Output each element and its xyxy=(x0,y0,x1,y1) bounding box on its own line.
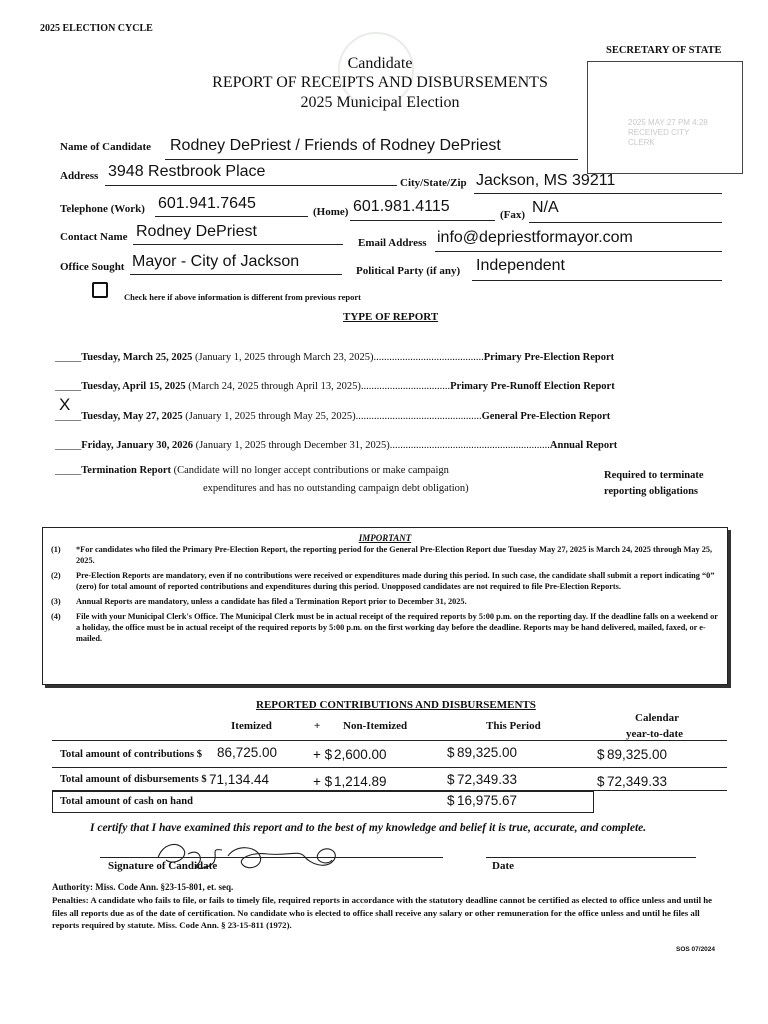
candidate-name-line xyxy=(165,159,578,160)
report-option-blank: _____ xyxy=(55,411,82,422)
report-date: Tuesday, March 25, 2025 xyxy=(81,352,193,363)
report-option-primary-runoff[interactable] xyxy=(55,381,725,392)
non-itemized-value: 2,600.00 xyxy=(334,747,387,762)
address-line xyxy=(105,185,397,186)
city-state-zip-value: Jackson, MS 39211 xyxy=(476,172,616,189)
info-changed-checkbox[interactable] xyxy=(92,282,108,298)
email-address-line xyxy=(435,251,722,252)
election-cycle-label: 2025 ELECTION CYCLE xyxy=(40,23,153,34)
report-range: (January 1, 2025 through December 31, 2025) xyxy=(195,440,390,451)
cash-on-hand-value: 16,975.67 xyxy=(457,793,518,808)
office-sought-line xyxy=(130,274,342,275)
certification-statement: I certify that I have examined this report and to the best of my knowledge and belief it is true, accurate, and complete. xyxy=(90,822,647,834)
form-title-candidate: Candidate xyxy=(347,55,413,72)
report-range: (January 1, 2025 through May 25, 2025) xyxy=(185,411,356,422)
email-address-label: Email Address xyxy=(358,237,427,249)
table-row-contributions xyxy=(52,742,727,768)
important-box xyxy=(42,527,728,685)
report-range: (March 24, 2025 through April 13, 2025) xyxy=(188,381,361,392)
col-plus: + xyxy=(314,720,321,732)
date-line xyxy=(486,857,696,858)
candidate-name-value: Rodney DePriest / Friends of Rodney DePriest xyxy=(170,137,501,154)
telephone-work-label: Telephone (Work) xyxy=(60,203,145,215)
termination-note-1: Required to terminate xyxy=(604,470,704,481)
cash-on-hand-label: Total amount of cash on hand xyxy=(60,796,193,807)
secretary-of-state-label: SECRETARY OF STATE xyxy=(606,45,722,56)
row-label: Total amount of contributions $ xyxy=(60,749,202,760)
col-ytd-1: Calendar xyxy=(635,712,679,724)
city-state-zip-line xyxy=(474,193,722,194)
important-item-number: (1) xyxy=(51,545,61,554)
candidate-name-label: Name of Candidate xyxy=(60,141,152,153)
itemized-value: 86,725.00 xyxy=(217,745,278,760)
report-dots: .......................................... xyxy=(373,352,484,363)
report-date: Tuesday, April 15, 2025 xyxy=(81,381,186,392)
penalties-text: Penalties: A candidate who fails to file, or fails to timely file, required reports in accordance with the statutory deadline cannot be certified as elected to office unless and until he files all reports due as of the date of certification. No candidate who is elected to office shall receive any salary or other remuneration for the office unless and until he files all reports required by statute. Miss. Code Ann. § 23-15-811 (1972). xyxy=(52,895,713,930)
signature-label: Signature of Candidate xyxy=(108,860,218,872)
form-title-election: 2025 Municipal Election xyxy=(300,94,460,111)
report-dots: ................................................ xyxy=(355,411,482,422)
fax-line xyxy=(529,222,722,223)
office-sought-value: Mayor - City of Jackson xyxy=(132,253,300,270)
report-option-blank: _____ xyxy=(55,381,82,392)
cash-dollar: $ xyxy=(447,793,455,808)
ytd-dollar: $ xyxy=(597,774,605,789)
type-of-report-heading: TYPE OF REPORT xyxy=(343,311,439,323)
important-item xyxy=(51,611,719,644)
email-address-value: info@depriestformayor.com xyxy=(437,229,633,246)
report-type: Primary Pre-Runoff Election Report xyxy=(450,381,615,392)
political-party-value: Independent xyxy=(476,257,565,274)
report-option-blank: _____ xyxy=(55,440,82,451)
report-type: Primary Pre-Election Report xyxy=(483,352,615,363)
plus-dollar: + $ xyxy=(313,747,333,762)
telephone-home-value: 601.981.4115 xyxy=(353,198,450,215)
fax-value: N/A xyxy=(532,199,559,216)
important-item-number: (3) xyxy=(51,597,61,606)
important-item-text: *For candidates who filed the Primary Pre-Election Report, the reporting period for the General Pre-Election Report due Tuesday May 27, 2025 is March 24, 2025 through May 25, 2025. xyxy=(76,545,713,565)
telephone-work-line xyxy=(155,216,308,217)
ytd-dollar: $ xyxy=(597,747,605,762)
period-dollar: $ xyxy=(447,772,455,787)
important-item-text: Annual Reports are mandatory, unless a candidate has filed a Termination Report prior to December 31, 2025. xyxy=(76,597,467,606)
contact-name-line xyxy=(133,244,343,245)
contact-name-label: Contact Name xyxy=(60,231,128,243)
info-changed-label: Check here if above information is different from previous report xyxy=(124,292,361,302)
address-label: Address xyxy=(60,170,99,182)
non-itemized-value: 1,214.89 xyxy=(334,774,387,789)
telephone-home-label: (Home) xyxy=(313,206,349,218)
plus-dollar: + $ xyxy=(313,774,333,789)
authority-text: Authority: Miss. Code Ann. §23-15-801, et. seq. xyxy=(52,882,234,892)
form-title-report: REPORT OF RECEIPTS AND DISBURSEMENTS xyxy=(212,74,548,91)
report-range: (January 1, 2025 through March 23, 2025) xyxy=(195,352,374,363)
fax-label: (Fax) xyxy=(500,209,526,221)
report-option-primary[interactable] xyxy=(55,352,725,363)
table-rule xyxy=(52,767,727,768)
table-row-disbursements xyxy=(52,769,727,791)
important-item-text: File with your Municipal Clerk's Office. The Municipal Clerk must be in actual receipt of the required reports by 5:00 p.m. on the reporting day. If the deadline falls on a weekend or a holiday, the office must be in actual receipt of the required reports by 5:00 p.m. on the first working day before the deadline. Reports may be hand delivered, mailed, faxed, or e-mailed. xyxy=(76,612,718,643)
telephone-work-value: 601.941.7645 xyxy=(158,195,256,212)
this-period-value: 72,349.33 xyxy=(457,772,518,787)
address-value: 3948 Restbrook Place xyxy=(108,163,266,180)
termination-text-1: (Candidate will no longer accept contributions or make campaign xyxy=(173,465,449,476)
received-stamp: 2025 MAY 27 PM 4:28 RECEIVED CITY CLERK xyxy=(628,118,708,147)
termination-text-2: expenditures and has no outstanding campaign debt obligation) xyxy=(203,483,469,494)
important-item-number: (2) xyxy=(51,571,61,580)
important-item-text: Pre-Election Reports are mandatory, even if no contributions were received or expenditures made during this period. In such case, the candidate shall submit a report indicating “0” (zero) for total amount of reported contributions and expenditures during this period. Unopposed candidates are not required to file Pre-Election Reports. xyxy=(76,571,715,591)
row-label: Total amount of disbursements $ xyxy=(60,774,207,785)
report-dots: .................................. xyxy=(360,381,451,392)
this-period-value: 89,325.00 xyxy=(457,745,518,760)
contact-name-value: Rodney DePriest xyxy=(136,223,257,240)
report-option-termination[interactable] xyxy=(55,465,449,476)
col-this-period: This Period xyxy=(486,720,541,732)
telephone-home-line xyxy=(350,220,495,221)
report-option-annual[interactable] xyxy=(55,440,725,451)
city-state-zip-label: City/State/Zip xyxy=(400,177,467,189)
office-sought-label: Office Sought xyxy=(60,261,125,273)
important-item xyxy=(51,596,719,607)
selected-report-mark[interactable]: X xyxy=(59,395,71,414)
cash-on-hand-row xyxy=(52,791,594,813)
important-item xyxy=(51,570,719,592)
form-id: SOS 07/2024 xyxy=(676,946,716,953)
col-itemized: Itemized xyxy=(231,720,272,732)
col-non-itemized: Non-Itemized xyxy=(343,720,408,732)
report-date: Friday, January 30, 2026 xyxy=(81,440,193,451)
report-option-general[interactable] xyxy=(55,411,725,422)
important-item-number: (4) xyxy=(51,612,61,621)
political-party-line xyxy=(472,280,722,281)
political-party-label: Political Party (if any) xyxy=(356,265,461,277)
ytd-value: 89,325.00 xyxy=(607,747,668,762)
col-ytd-2: year-to-date xyxy=(626,728,684,740)
date-label: Date xyxy=(492,860,514,872)
itemized-value: 71,134.44 xyxy=(209,772,270,787)
termination-note-2: reporting obligations xyxy=(604,486,699,497)
table-top-rule xyxy=(52,740,727,741)
important-item xyxy=(51,544,719,566)
report-type: General Pre-Election Report xyxy=(481,411,611,422)
report-date: Tuesday, May 27, 2025 xyxy=(81,411,183,422)
ytd-value: 72,349.33 xyxy=(607,774,668,789)
signature-line xyxy=(100,857,443,858)
report-option-blank: _____ xyxy=(55,465,82,476)
report-type: Annual Report xyxy=(549,440,618,451)
report-dots: ............................................................. xyxy=(389,440,550,451)
important-heading: IMPORTANT xyxy=(358,533,412,543)
termination-label: Termination Report xyxy=(81,465,171,476)
period-dollar: $ xyxy=(447,745,455,760)
received-stamp-box xyxy=(587,61,743,174)
report-option-blank: _____ xyxy=(55,352,82,363)
contributions-heading: REPORTED CONTRIBUTIONS AND DISBURSEMENTS xyxy=(256,699,536,711)
